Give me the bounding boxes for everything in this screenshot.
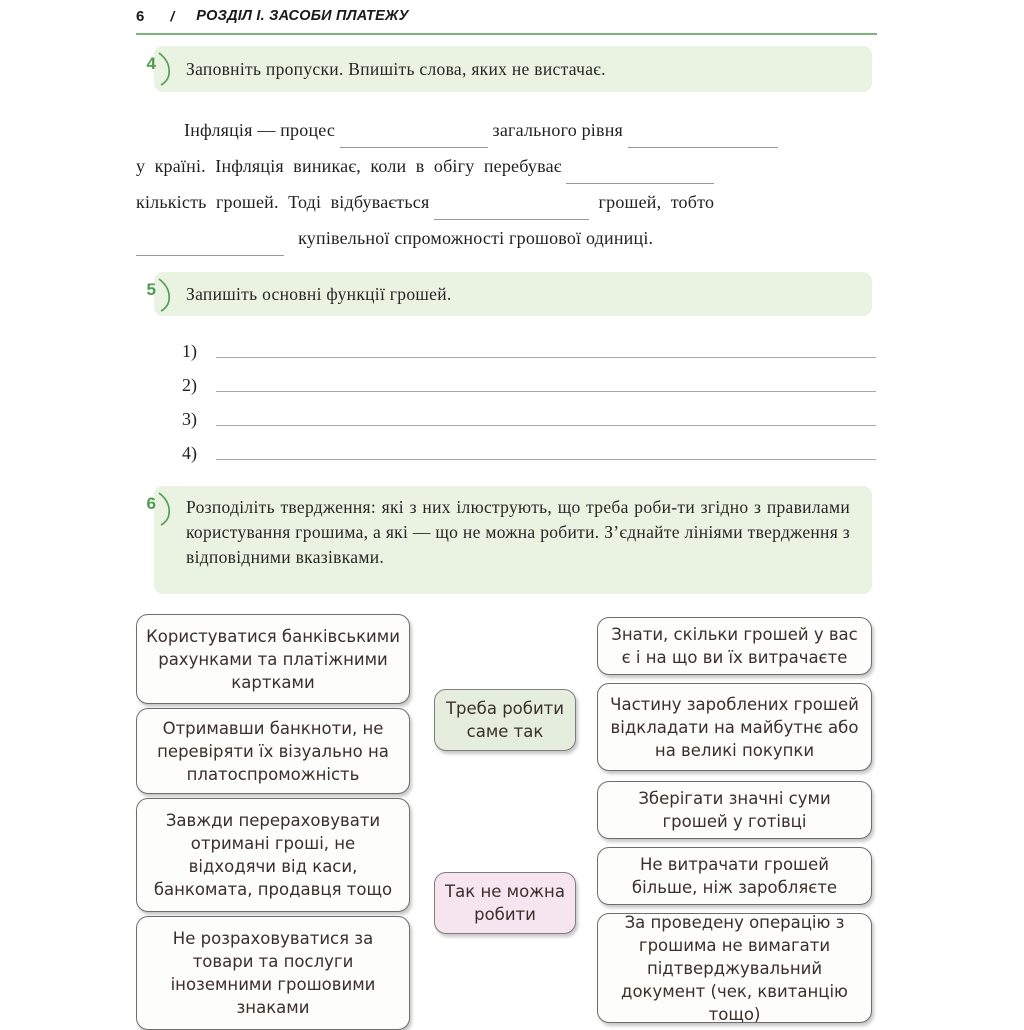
- statement-box-left[interactable]: Отримавши банкноти, не перевіряти їх візуально на платоспроможність: [136, 708, 410, 794]
- task-banner-4: [146, 46, 872, 92]
- task-prompt-5: Запишіть основні функції грошей.: [186, 284, 452, 304]
- statement-box-left[interactable]: Користуватися банківськими рахунками та платіжними картками: [136, 614, 410, 704]
- answer-line[interactable]: [216, 356, 876, 358]
- answer-line[interactable]: [216, 390, 876, 392]
- answer-label: 2): [182, 375, 197, 395]
- task-prompt-4: Заповніть пропуски. Впишіть слова, яких не вистачає.: [186, 59, 606, 79]
- category-box-forbidden[interactable]: Так не можна робити: [434, 872, 576, 934]
- fill-line-3: [136, 184, 876, 220]
- exercise-5-answer-lines: [182, 328, 876, 464]
- statement-box-left[interactable]: Завжди перераховувати отримані гроші, не відходячи від каси, банкомата, продавця тощо: [136, 798, 410, 912]
- task-bracket-icon-4: [157, 52, 173, 86]
- page-number: 6: [136, 8, 145, 25]
- task-bracket-icon-5: [157, 278, 173, 312]
- answer-line[interactable]: [216, 458, 876, 460]
- fill-text: грошей, тобто: [593, 192, 715, 212]
- blank-field-1[interactable]: [340, 129, 488, 148]
- task-number-6: 6: [146, 494, 156, 513]
- fill-text: кількість грошей. Тоді відбувається: [136, 192, 430, 212]
- fill-line-4: [136, 220, 876, 256]
- answer-row: [182, 362, 876, 396]
- statement-box-right[interactable]: Зберігати значні суми грошей у готівці: [597, 781, 872, 839]
- answer-row: [182, 396, 876, 430]
- category-box-allowed[interactable]: Треба робити саме так: [434, 689, 576, 751]
- section-title: РОЗДІЛ I. ЗАСОБИ ПЛАТЕЖУ: [196, 8, 409, 24]
- task-banner-5: [146, 272, 872, 316]
- blank-field-3[interactable]: [566, 165, 714, 184]
- blank-field-4[interactable]: [434, 201, 589, 220]
- answer-label: 1): [182, 341, 197, 361]
- fill-line-2: [136, 148, 876, 184]
- task-prompt-6: Розподіліть твердження: які з них ілюструють, що треба роби-ти згідно з правилами користування грошима, а які — що не можна робити. З’єднайте лініями твердження з відповідними вказівками.: [186, 497, 850, 567]
- statement-box-left[interactable]: Не розраховуватися за товари та послуги іноземними грошовими знаками: [136, 916, 410, 1030]
- fill-text: у країні. Інфляція виникає, коли в обігу перебуває: [136, 156, 562, 176]
- statement-box-right[interactable]: За проведену операцію з грошима не вимагати підтверджувальний документ (чек, квитанцію тощо): [597, 913, 872, 1023]
- task-number-5: 5: [146, 280, 156, 299]
- statement-box-right[interactable]: Частину зароблених грошей відкладати на майбутнє або на великі покупки: [597, 683, 872, 771]
- answer-row: [182, 328, 876, 362]
- answer-label: 3): [182, 409, 197, 429]
- exercise-4-fill-in-blanks: [136, 112, 876, 256]
- header-separator: /: [170, 8, 175, 24]
- header-divider: [136, 33, 877, 35]
- task-banner-6: [146, 486, 872, 594]
- fill-text: купівельної спроможності грошової одиниці.: [288, 228, 654, 248]
- answer-line[interactable]: [216, 424, 876, 426]
- task-bracket-icon-6: [157, 492, 173, 526]
- fill-line-1: [136, 112, 876, 148]
- fill-text: Інфляція — процес: [184, 120, 336, 140]
- statement-box-right[interactable]: Не витрачати грошей більше, ніж заробляєте: [597, 847, 872, 905]
- blank-field-2[interactable]: [628, 129, 778, 148]
- page-header: [136, 8, 872, 36]
- task-number-4: 4: [146, 54, 156, 73]
- statement-box-right[interactable]: Знати, скільки грошей у вас є і на що ви їх витрачаєте: [597, 617, 872, 675]
- blank-field-5[interactable]: [136, 237, 284, 256]
- answer-label: 4): [182, 443, 197, 463]
- answer-row: [182, 430, 876, 464]
- fill-text: загального рівня: [492, 120, 624, 140]
